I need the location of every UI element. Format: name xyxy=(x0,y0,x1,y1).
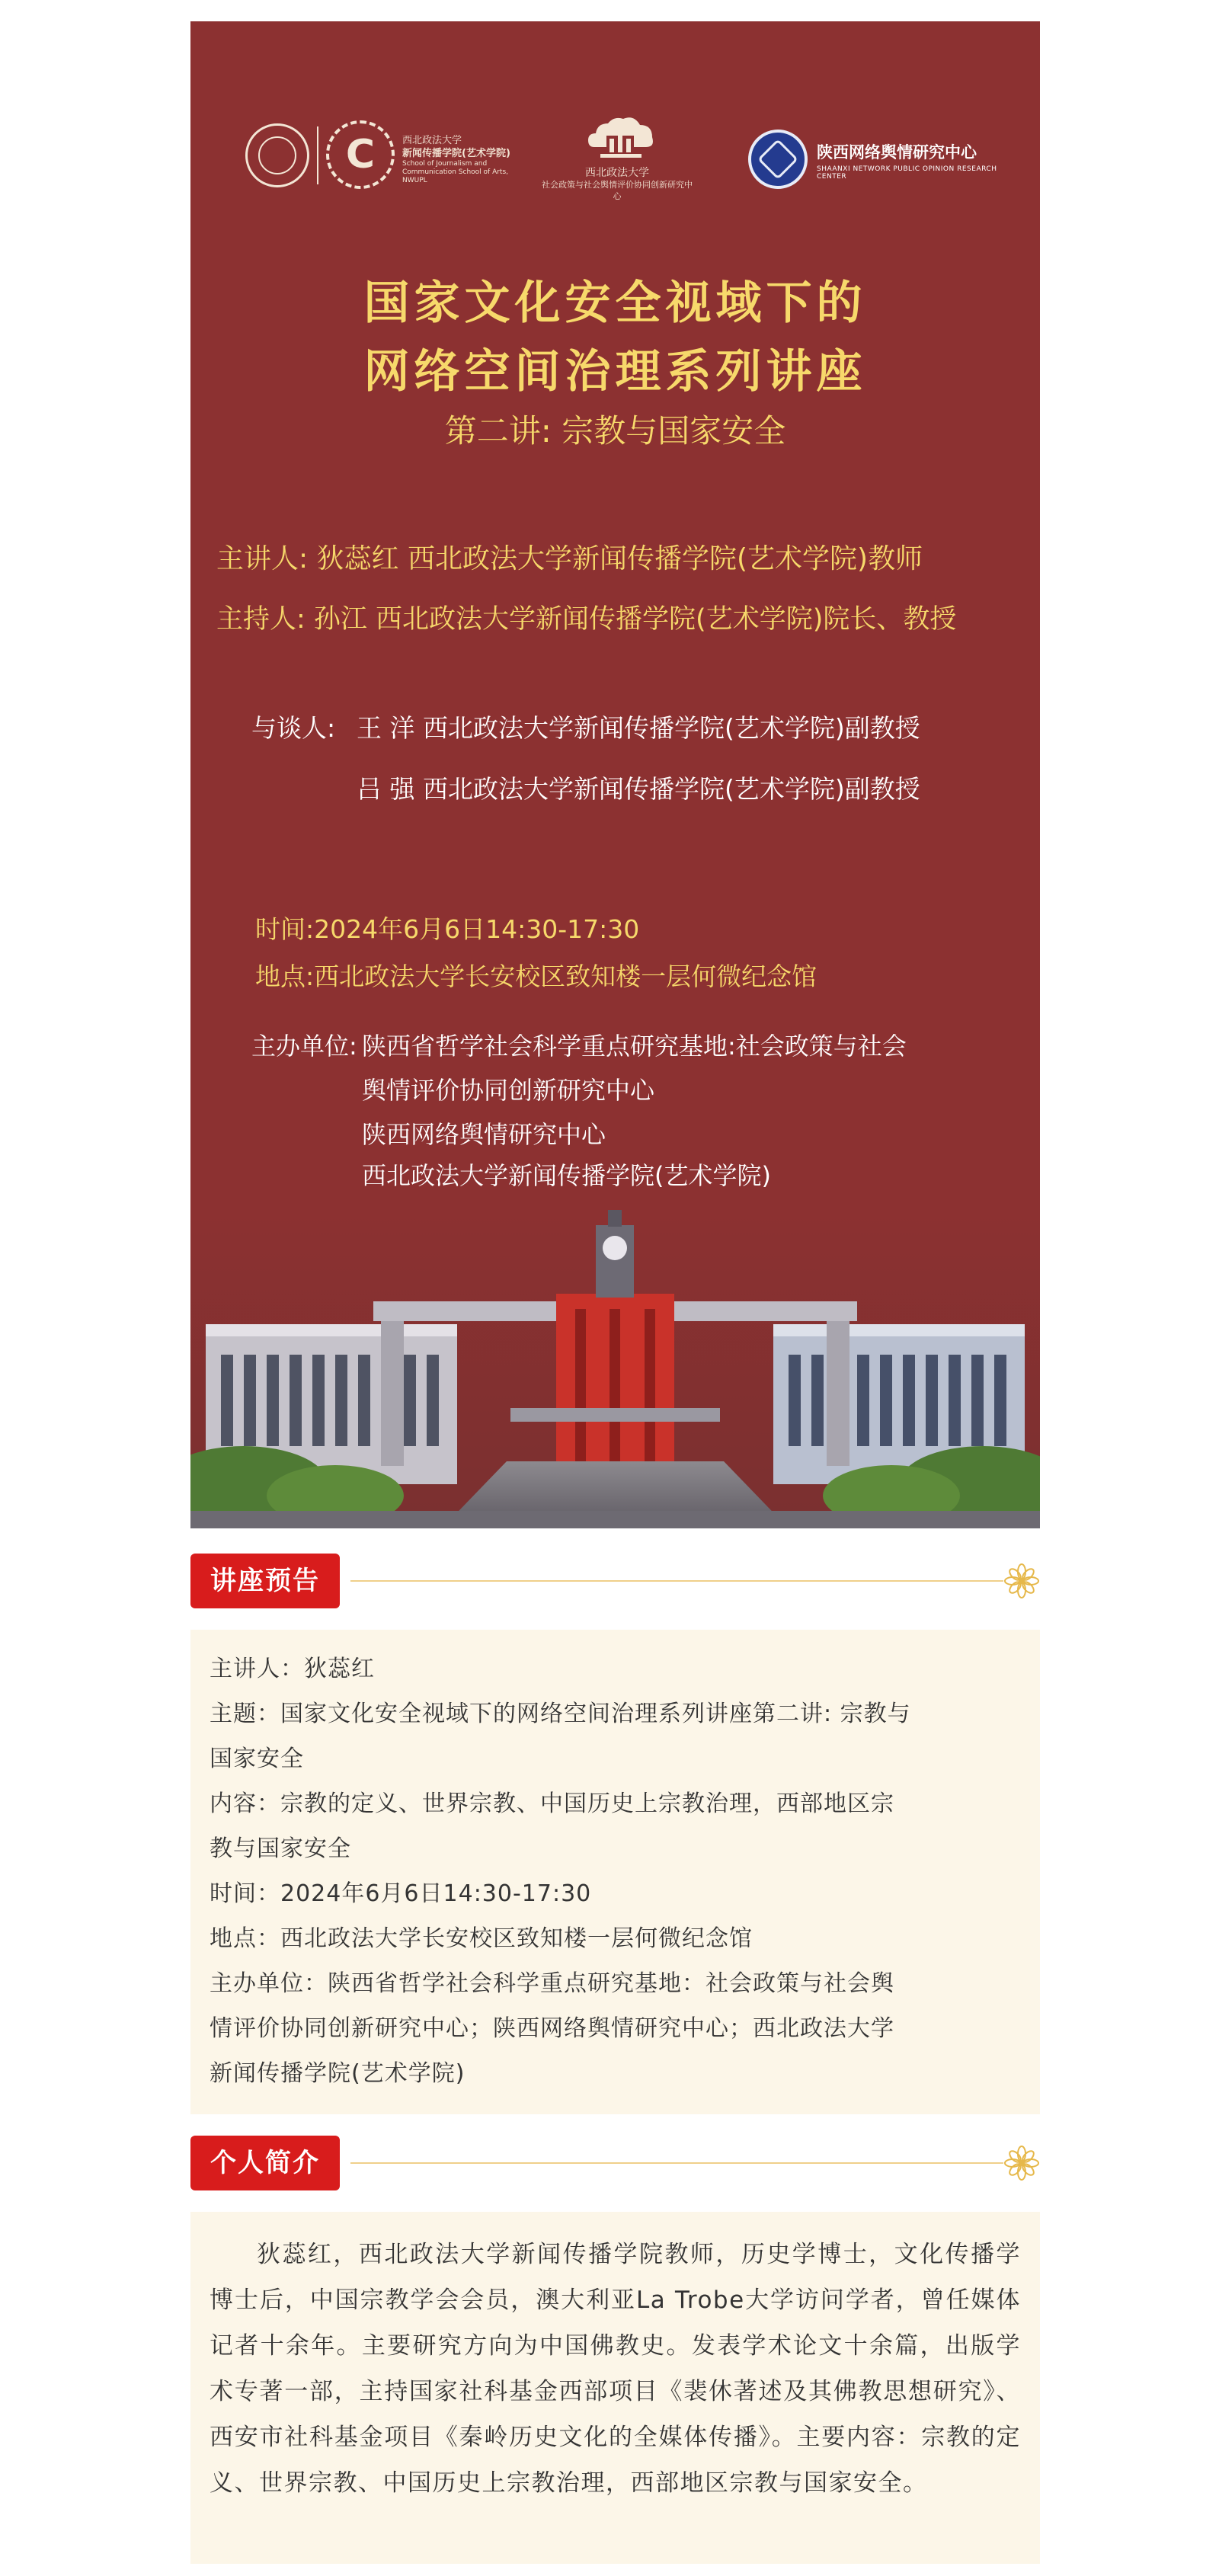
preview-row-topic-cont: 国家安全 xyxy=(210,1746,304,1772)
poster-host: 主持人: 孙江 西北政法大学新闻传播学院(艺术学院)院长、教授 xyxy=(216,604,957,635)
poster-organizer-1b: 舆情评价协同创新研究中心 xyxy=(362,1076,655,1105)
flower-icon xyxy=(1003,2145,1040,2181)
research-center-logo-text xyxy=(817,140,1015,181)
preview-row-organizer: 主办单位：陕西省哲学社会科学重点研究基地：社会政策与社会舆 xyxy=(210,1970,894,1997)
poster-title-line2: 网络空间治理系列讲座 xyxy=(363,345,867,398)
center-logo-name: 社会政策与社会舆情评价协同创新研究中心 xyxy=(542,180,693,201)
lecture-poster xyxy=(190,21,1040,1528)
research-center-english: SHAANXI NETWORK PUBLIC OPINION RESEARCH CENTER xyxy=(817,165,997,181)
poster-time: 时间:2024年6月6日14:30-17:30 xyxy=(255,914,640,944)
poster-discussant-1: 王 洋 西北政法大学新闻传播学院(艺术学院)副教授 xyxy=(357,713,920,743)
section-tag-lecture-preview: 讲座预告 xyxy=(190,1554,340,1608)
poster-title-line1: 国家文化安全视域下的 xyxy=(363,277,867,330)
section-header-personal-profile xyxy=(190,2136,1040,2190)
school-logo-text xyxy=(402,134,532,185)
preview-row-place: 地点：西北政法大学长安校区致知楼一层何微纪念馆 xyxy=(210,1925,753,1952)
school-logo-university: 西北政法大学 xyxy=(402,135,462,146)
center-cloud-logo xyxy=(579,113,663,166)
center-logo-university: 西北政法大学 xyxy=(585,167,649,179)
school-logo-english: School of Journalism and Communication School of Arts, NWUPL xyxy=(402,160,509,184)
center-cloud-logo-text xyxy=(541,168,693,202)
poster-place: 地点:西北政法大学长安校区致知楼一层何微纪念馆 xyxy=(255,962,817,991)
lecture-preview-card xyxy=(190,1630,1040,2114)
poster-organizer-1: 陕西省哲学社会科学重点研究基地:社会政策与社会 xyxy=(362,1032,907,1061)
university-seal-logo xyxy=(245,123,309,187)
poster-discussant-2: 吕 强 西北政法大学新闻传播学院(艺术学院)副教授 xyxy=(357,774,920,804)
personal-profile-card xyxy=(190,2212,1040,2564)
poster-organizer-3: 西北政法大学新闻传播学院(艺术学院) xyxy=(362,1161,771,1190)
poster-discussant-label: 与谈人: xyxy=(251,713,336,743)
preview-row-time: 时间：2024年6月6日14:30-17:30 xyxy=(210,1880,592,1907)
poster-speaker: 主讲人: 狄蕊红 西北政法大学新闻传播学院(艺术学院)教师 xyxy=(216,543,923,574)
preview-row-topic: 主题：国家文化安全视域下的网络空间治理系列讲座第二讲: 宗教与 xyxy=(210,1701,911,1727)
profile-bio: 狄蕊红，西北政法大学新闻传播学院教师，历史学博士，文化传播学博士后，中国宗教学会会员，澳大利亚La Trobe大学访问学者，曾任媒体记者十余年。主要研究方向为中国佛教史。发表学术论文十余篇，出版学术专著一部，主持国家社科基金西部项目《裴休著述及其佛教思想研究》、西安市社科基金项目《秦岭历史文化的全媒体传播》。主要内容：宗教的定义、世界宗教、中国历史上宗教治理，西部地区宗教与国家安全。 xyxy=(210,2241,1021,2497)
flower-icon xyxy=(1003,1563,1040,1599)
research-center-name: 陕西网络舆情研究中心 xyxy=(817,143,977,162)
preview-row-speaker: 主讲人：狄蕊红 xyxy=(210,1656,375,1682)
poster-organizer-2: 陕西网络舆情研究中心 xyxy=(362,1120,606,1149)
preview-row-content: 内容：宗教的定义、世界宗教、中国历史上宗教治理，西部地区宗 xyxy=(210,1790,894,1817)
section-tag-personal-profile: 个人简介 xyxy=(190,2136,340,2190)
logo-bar xyxy=(190,113,1040,204)
poster-organizer-label: 主办单位: xyxy=(251,1032,357,1061)
logo-divider xyxy=(317,126,318,184)
preview-row-content-cont: 教与国家安全 xyxy=(210,1835,351,1862)
school-logo-name: 新闻传播学院(艺术学院) xyxy=(402,148,510,159)
school-logo: C xyxy=(326,120,395,189)
research-center-logo xyxy=(748,130,808,189)
preview-row-organizer-cont2: 新闻传播学院(艺术学院) xyxy=(210,2060,466,2087)
poster-subtitle: 第二讲: 宗教与国家安全 xyxy=(444,412,786,450)
section-divider-line xyxy=(350,2162,1003,2164)
section-divider-line xyxy=(350,1580,1003,1582)
preview-row-organizer-cont: 情评价协同创新研究中心；陕西网络舆情研究中心；西北政法大学 xyxy=(210,2015,894,2042)
section-header-lecture-preview xyxy=(190,1554,1040,1608)
campus-building-illustration xyxy=(190,1210,1040,1528)
